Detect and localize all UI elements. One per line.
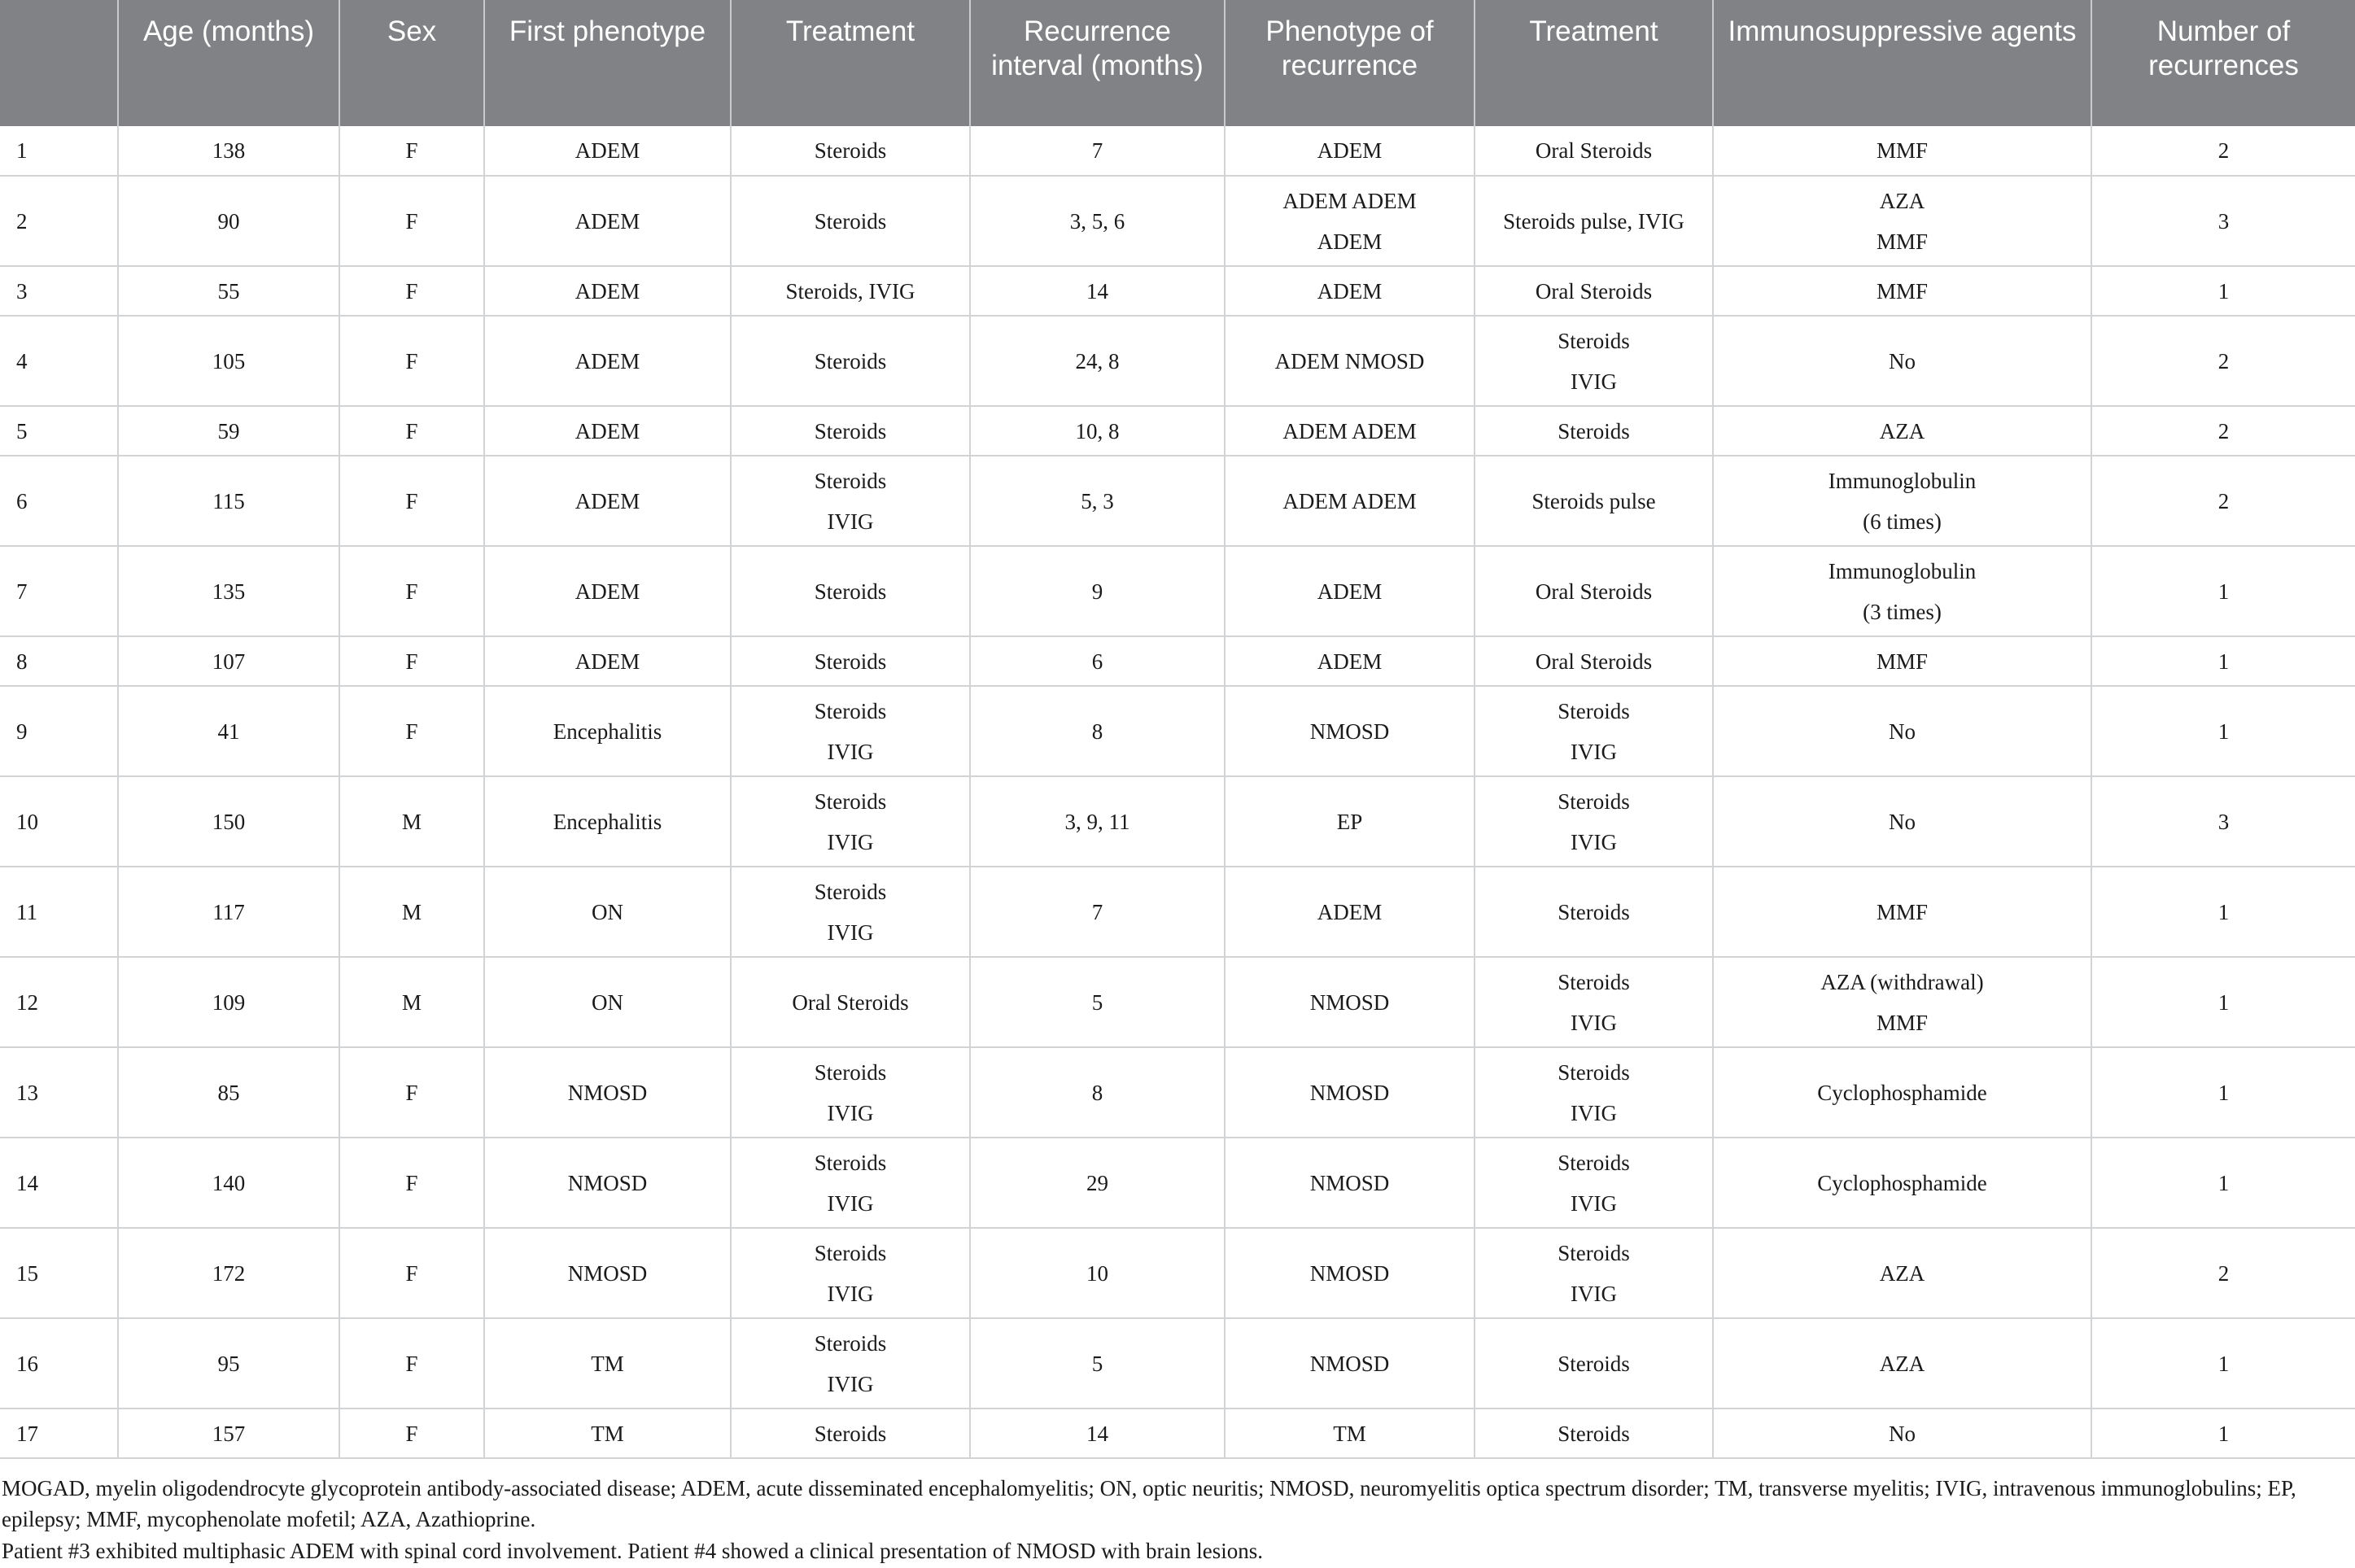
cell-line: NMOSD — [1309, 1260, 1390, 1286]
cell-phenotype-of-recurrence — [1225, 126, 1475, 176]
cell-recurrence-interval: 14 — [970, 266, 1225, 316]
cell-treatment-recurrence — [1475, 456, 1713, 546]
cell-patient-id: 5 — [0, 406, 118, 456]
cell-line: Steroids — [814, 1240, 887, 1265]
cell-line: Immunoglobulin — [1828, 558, 1977, 583]
cell-line: Steroids — [814, 649, 887, 674]
cell-age: 109 — [118, 957, 339, 1047]
cell-line: Steroids — [1558, 788, 1630, 814]
cell-line: NMOSD — [1309, 989, 1390, 1015]
cell-line: Steroids — [1558, 969, 1630, 994]
cell-first-phenotype: Encephalitis — [484, 686, 731, 776]
cell-line: Oral Steroids — [1535, 138, 1653, 163]
cell-patient-id: 2 — [0, 176, 118, 266]
cell-line: Immunoglobulin — [1828, 468, 1977, 493]
table-row — [0, 406, 2355, 456]
cell-sex: F — [339, 316, 484, 406]
cell-line: Cyclophosphamide — [1817, 1170, 1987, 1195]
cell-phenotype-of-recurrence — [1225, 686, 1475, 776]
cell-first-phenotype: ADEM — [484, 456, 731, 546]
cell-number-of-recurrences: 1 — [2091, 957, 2355, 1047]
cell-recurrence-interval: 7 — [970, 126, 1225, 176]
table-row — [0, 1409, 2355, 1458]
table-header-row — [0, 0, 2355, 126]
cell-line: Steroids — [814, 698, 887, 723]
header-cell-immunosuppressive-agents: Immunosuppressive agents — [1713, 0, 2091, 126]
cell-line: Steroids — [814, 1330, 887, 1356]
header-cell-age: Age (months) — [118, 0, 339, 126]
cell-sex: F — [339, 1138, 484, 1228]
table-row — [0, 456, 2355, 546]
cell-age: 95 — [118, 1318, 339, 1409]
cell-patient-id: 4 — [0, 316, 118, 406]
cell-line: NMOSD — [1309, 718, 1390, 744]
cell-treatment-recurrence — [1475, 1138, 1713, 1228]
cell-recurrence-interval: 5 — [970, 957, 1225, 1047]
cell-phenotype-of-recurrence — [1225, 1318, 1475, 1409]
cell-age: 90 — [118, 176, 339, 266]
cell-treatment — [731, 1409, 970, 1458]
cell-treatment-recurrence — [1475, 546, 1713, 636]
cell-age: 135 — [118, 546, 339, 636]
cell-phenotype-of-recurrence — [1225, 957, 1475, 1047]
cell-number-of-recurrences: 1 — [2091, 1047, 2355, 1138]
cell-line: Steroids — [814, 788, 887, 814]
cell-line: ADEM NMOSD — [1274, 348, 1425, 373]
header-cell-treatment: Treatment — [731, 0, 970, 126]
cell-recurrence-interval: 8 — [970, 1047, 1225, 1138]
cell-phenotype-of-recurrence — [1225, 1228, 1475, 1318]
cell-line: IVIG — [827, 1281, 874, 1306]
cell-line: MMF — [1876, 229, 1929, 254]
cell-sex: F — [339, 1047, 484, 1138]
table-row — [0, 1228, 2355, 1318]
cell-recurrence-interval: 24, 8 — [970, 316, 1225, 406]
cell-treatment-recurrence — [1475, 1228, 1713, 1318]
cell-line: NMOSD — [1309, 1170, 1390, 1195]
cell-patient-id: 3 — [0, 266, 118, 316]
cell-treatment-recurrence — [1475, 126, 1713, 176]
cell-line: MMF — [1876, 1010, 1929, 1035]
cell-patient-id: 6 — [0, 456, 118, 546]
cell-first-phenotype: NMOSD — [484, 1047, 731, 1138]
cell-line: Steroids — [814, 208, 887, 234]
cell-sex: F — [339, 636, 484, 686]
cell-line: NMOSD — [1309, 1351, 1390, 1376]
cell-line: Steroids — [1558, 1059, 1630, 1085]
cell-recurrence-interval: 5 — [970, 1318, 1225, 1409]
cell-line: IVIG — [827, 509, 874, 534]
cell-line: Steroids — [1558, 328, 1630, 353]
cell-phenotype-of-recurrence — [1225, 266, 1475, 316]
cell-patient-id: 14 — [0, 1138, 118, 1228]
cell-line: ADEM — [1317, 278, 1383, 304]
table-row — [0, 546, 2355, 636]
cell-immunosuppressive-agents — [1713, 1138, 2091, 1228]
cell-line: Steroids — [1558, 1351, 1630, 1376]
header-cell-id — [0, 0, 118, 126]
cell-number-of-recurrences: 1 — [2091, 546, 2355, 636]
cell-line: Steroids pulse, IVIG — [1503, 208, 1684, 234]
cell-treatment-recurrence — [1475, 636, 1713, 686]
cell-immunosuppressive-agents — [1713, 1318, 2091, 1409]
cell-phenotype-of-recurrence — [1225, 776, 1475, 867]
footnote-patient-notes: Patient #3 exhibited multiphasic ADEM with spinal cord involvement. Patient #4 showed a clinical presentation of NMOSD with brain lesions. — [2, 1539, 1264, 1563]
cell-line: IVIG — [1571, 1190, 1617, 1216]
cell-immunosuppressive-agents — [1713, 406, 2091, 456]
cell-phenotype-of-recurrence — [1225, 456, 1475, 546]
cell-treatment — [731, 176, 970, 266]
cell-line: Steroids — [1558, 1240, 1630, 1265]
cell-immunosuppressive-agents — [1713, 867, 2091, 957]
cell-age: 140 — [118, 1138, 339, 1228]
cell-recurrence-interval: 3, 5, 6 — [970, 176, 1225, 266]
cell-first-phenotype: ON — [484, 867, 731, 957]
cell-line: AZA — [1879, 1351, 1925, 1376]
header-cell-first-phenotype: First phenotype — [484, 0, 731, 126]
cell-first-phenotype: TM — [484, 1409, 731, 1458]
cell-line: IVIG — [827, 1190, 874, 1216]
cell-line: Steroids — [814, 879, 887, 904]
table-row — [0, 776, 2355, 867]
cell-line: NMOSD — [1309, 1080, 1390, 1105]
cell-line: Steroids — [814, 138, 887, 163]
table-row — [0, 686, 2355, 776]
cell-treatment-recurrence — [1475, 867, 1713, 957]
table-row — [0, 176, 2355, 266]
cell-recurrence-interval: 5, 3 — [970, 456, 1225, 546]
cell-patient-id: 7 — [0, 546, 118, 636]
cell-line: (6 times) — [1863, 509, 1942, 534]
cell-sex: F — [339, 1228, 484, 1318]
cell-line: EP — [1336, 809, 1363, 834]
cell-line: No — [1889, 348, 1916, 373]
cell-line: ADEM — [1317, 649, 1383, 674]
cell-line: Steroids — [814, 1059, 887, 1085]
cell-first-phenotype: ADEM — [484, 406, 731, 456]
header-cell-phenotype-of-recurrence: Phenotype of recurrence — [1225, 0, 1475, 126]
cell-immunosuppressive-agents — [1713, 266, 2091, 316]
cell-line: ADEM ADEM — [1282, 188, 1417, 213]
cell-line: IVIG — [827, 919, 874, 945]
cell-treatment-recurrence — [1475, 957, 1713, 1047]
cell-phenotype-of-recurrence — [1225, 1138, 1475, 1228]
cell-line: ADEM — [1317, 579, 1383, 604]
cell-phenotype-of-recurrence — [1225, 316, 1475, 406]
cell-line: IVIG — [1571, 739, 1617, 764]
cell-treatment — [731, 406, 970, 456]
cell-phenotype-of-recurrence — [1225, 1047, 1475, 1138]
cell-immunosuppressive-agents — [1713, 1409, 2091, 1458]
cell-immunosuppressive-agents — [1713, 636, 2091, 686]
cell-line: Steroids — [1558, 899, 1630, 924]
cell-line: Steroids pulse — [1531, 488, 1656, 513]
cell-treatment — [731, 316, 970, 406]
cell-sex: F — [339, 126, 484, 176]
cell-line: Steroids — [1558, 1421, 1630, 1446]
cell-immunosuppressive-agents — [1713, 776, 2091, 867]
table-row — [0, 316, 2355, 406]
cell-line: Steroids — [814, 468, 887, 493]
cell-line: AZA — [1879, 188, 1925, 213]
header-cell-number-of-recurrences: Number of recurrences — [2148, 15, 2299, 81]
cell-sex: F — [339, 456, 484, 546]
cell-sex: F — [339, 1409, 484, 1458]
cell-treatment-recurrence — [1475, 776, 1713, 867]
cell-number-of-recurrences: 1 — [2091, 1318, 2355, 1409]
cell-line: Steroids, IVIG — [785, 278, 915, 304]
cell-immunosuppressive-agents — [1713, 316, 2091, 406]
cell-line: IVIG — [827, 1100, 874, 1125]
cell-line: Cyclophosphamide — [1817, 1080, 1987, 1105]
cell-line: No — [1889, 809, 1916, 834]
cell-treatment — [731, 1047, 970, 1138]
cell-sex: F — [339, 266, 484, 316]
cell-number-of-recurrences: 1 — [2091, 266, 2355, 316]
cell-number-of-recurrences: 1 — [2091, 867, 2355, 957]
cell-line: Oral Steroids — [792, 989, 909, 1015]
cell-sex: M — [339, 867, 484, 957]
cell-sex: F — [339, 546, 484, 636]
cell-treatment-recurrence — [1475, 1318, 1713, 1409]
cell-line: Steroids — [814, 1421, 887, 1446]
cell-first-phenotype: NMOSD — [484, 1228, 731, 1318]
cell-age: 150 — [118, 776, 339, 867]
cell-patient-id: 11 — [0, 867, 118, 957]
cell-phenotype-of-recurrence — [1225, 406, 1475, 456]
cell-line: IVIG — [1571, 1281, 1617, 1306]
table-row — [0, 867, 2355, 957]
cell-recurrence-interval: 29 — [970, 1138, 1225, 1228]
cell-treatment-recurrence — [1475, 176, 1713, 266]
cell-age: 85 — [118, 1047, 339, 1138]
table-row — [0, 1047, 2355, 1138]
cell-treatment — [731, 867, 970, 957]
cell-immunosuppressive-agents — [1713, 1047, 2091, 1138]
cell-treatment-recurrence — [1475, 266, 1713, 316]
cell-line: TM — [1333, 1421, 1366, 1446]
cell-first-phenotype: ON — [484, 957, 731, 1047]
cell-line: Steroids — [1558, 698, 1630, 723]
cell-number-of-recurrences: 1 — [2091, 1138, 2355, 1228]
cell-sex: F — [339, 686, 484, 776]
cell-line: IVIG — [827, 1371, 874, 1396]
cell-age: 105 — [118, 316, 339, 406]
cell-number-of-recurrences: 3 — [2091, 776, 2355, 867]
cell-number-of-recurrences: 3 — [2091, 176, 2355, 266]
cell-age: 41 — [118, 686, 339, 776]
cell-line: IVIG — [1571, 829, 1617, 854]
cell-first-phenotype: ADEM — [484, 266, 731, 316]
cell-first-phenotype: TM — [484, 1318, 731, 1409]
cell-line: MMF — [1876, 278, 1929, 304]
cell-line: Steroids — [1558, 1150, 1630, 1175]
header-cell-treatment-recurrence: Treatment — [1475, 0, 1713, 126]
cell-sex: F — [339, 1318, 484, 1409]
cell-line: Oral Steroids — [1535, 579, 1653, 604]
cell-treatment — [731, 456, 970, 546]
cell-phenotype-of-recurrence — [1225, 176, 1475, 266]
table-row — [0, 957, 2355, 1047]
cell-line: IVIG — [827, 829, 874, 854]
table-row — [0, 126, 2355, 176]
cell-immunosuppressive-agents — [1713, 176, 2091, 266]
cell-line: Oral Steroids — [1535, 649, 1653, 674]
table-row — [0, 1138, 2355, 1228]
cell-first-phenotype: ADEM — [484, 176, 731, 266]
cell-treatment — [731, 636, 970, 686]
cell-number-of-recurrences: 1 — [2091, 1409, 2355, 1458]
cell-age: 55 — [118, 266, 339, 316]
cell-sex: M — [339, 957, 484, 1047]
cell-age: 117 — [118, 867, 339, 957]
cell-line: IVIG — [1571, 369, 1617, 394]
cell-treatment — [731, 126, 970, 176]
cell-line: IVIG — [827, 739, 874, 764]
cell-line: AZA (withdrawal) — [1820, 969, 1984, 994]
header-cell-recurrence-interval: Recurrence interval (months) — [970, 0, 1225, 126]
cell-age: 115 — [118, 456, 339, 546]
cell-treatment — [731, 776, 970, 867]
table-body — [0, 126, 2355, 1458]
cell-line: ADEM — [1317, 229, 1383, 254]
cell-first-phenotype: Encephalitis — [484, 776, 731, 867]
cell-line: No — [1889, 1421, 1916, 1446]
cell-first-phenotype: ADEM — [484, 126, 731, 176]
cell-line: MMF — [1876, 649, 1929, 674]
cell-immunosuppressive-agents — [1713, 1228, 2091, 1318]
cell-phenotype-of-recurrence — [1225, 636, 1475, 686]
cell-age: 138 — [118, 126, 339, 176]
cell-first-phenotype: ADEM — [484, 546, 731, 636]
cell-number-of-recurrences: 2 — [2091, 406, 2355, 456]
cell-recurrence-interval: 6 — [970, 636, 1225, 686]
cell-line: AZA — [1879, 1260, 1925, 1286]
cell-recurrence-interval: 10, 8 — [970, 406, 1225, 456]
footnote-abbreviations: MOGAD, myelin oligodendrocyte glycoprotein antibody-associated disease; ADEM, acute disseminated encephalomyelitis; ON, optic neuritis; NMOSD, neuromyelitis optica spectrum disorder; TM, transverse myelitis; IVIG, intravenous immunoglobulins; EP, epilepsy; MMF, mycophenolate mofetil; AZA, Azathioprine. — [2, 1476, 2296, 1531]
cell-line: MMF — [1876, 138, 1929, 163]
cell-recurrence-interval: 9 — [970, 546, 1225, 636]
cell-age: 59 — [118, 406, 339, 456]
cell-number-of-recurrences: 1 — [2091, 636, 2355, 686]
cell-recurrence-interval: 10 — [970, 1228, 1225, 1318]
cell-number-of-recurrences: 1 — [2091, 686, 2355, 776]
cell-line: Steroids — [814, 348, 887, 373]
cell-line: IVIG — [1571, 1100, 1617, 1125]
cell-recurrence-interval: 14 — [970, 1409, 1225, 1458]
cell-age: 107 — [118, 636, 339, 686]
cell-immunosuppressive-agents — [1713, 126, 2091, 176]
cell-line: AZA — [1879, 418, 1925, 443]
table-row — [0, 636, 2355, 686]
cell-age: 157 — [118, 1409, 339, 1458]
cell-sex: M — [339, 776, 484, 867]
cell-first-phenotype: NMOSD — [484, 1138, 731, 1228]
cell-treatment — [731, 1318, 970, 1409]
cell-recurrence-interval: 3, 9, 11 — [970, 776, 1225, 867]
header-cell-sex: Sex — [339, 0, 484, 126]
cell-phenotype-of-recurrence — [1225, 546, 1475, 636]
cell-patient-id: 10 — [0, 776, 118, 867]
cell-treatment-recurrence — [1475, 686, 1713, 776]
cell-immunosuppressive-agents — [1713, 686, 2091, 776]
cell-patient-id: 9 — [0, 686, 118, 776]
cell-patient-id: 17 — [0, 1409, 118, 1458]
cell-treatment-recurrence — [1475, 1409, 1713, 1458]
cell-age: 172 — [118, 1228, 339, 1318]
cell-number-of-recurrences: 2 — [2091, 316, 2355, 406]
cell-line: ADEM ADEM — [1282, 418, 1417, 443]
cell-first-phenotype: ADEM — [484, 316, 731, 406]
cell-treatment — [731, 1138, 970, 1228]
cell-line: (3 times) — [1863, 599, 1942, 624]
cell-phenotype-of-recurrence — [1225, 1409, 1475, 1458]
cell-treatment — [731, 266, 970, 316]
cell-patient-id: 1 — [0, 126, 118, 176]
table-row — [0, 266, 2355, 316]
cell-number-of-recurrences: 2 — [2091, 126, 2355, 176]
cell-immunosuppressive-agents — [1713, 456, 2091, 546]
cell-patient-id: 16 — [0, 1318, 118, 1409]
cell-line: ADEM — [1317, 899, 1383, 924]
cell-line: ADEM — [1317, 138, 1383, 163]
cell-line: Steroids — [814, 418, 887, 443]
cell-recurrence-interval: 7 — [970, 867, 1225, 957]
cell-treatment — [731, 546, 970, 636]
cell-immunosuppressive-agents — [1713, 957, 2091, 1047]
cell-number-of-recurrences: 2 — [2091, 1228, 2355, 1318]
cell-line: Steroids — [814, 579, 887, 604]
cell-treatment — [731, 686, 970, 776]
cell-line: ADEM ADEM — [1282, 488, 1417, 513]
cell-line: IVIG — [1571, 1010, 1617, 1035]
table-row — [0, 1318, 2355, 1409]
cell-line: Steroids — [1558, 418, 1630, 443]
cell-treatment-recurrence — [1475, 406, 1713, 456]
cell-sex: F — [339, 406, 484, 456]
cell-patient-id: 8 — [0, 636, 118, 686]
cell-immunosuppressive-agents — [1713, 546, 2091, 636]
cell-treatment — [731, 1228, 970, 1318]
cell-treatment-recurrence — [1475, 316, 1713, 406]
cell-treatment-recurrence — [1475, 1047, 1713, 1138]
cell-recurrence-interval: 8 — [970, 686, 1225, 776]
cell-line: MMF — [1876, 899, 1929, 924]
cell-first-phenotype: ADEM — [484, 636, 731, 686]
table-footnotes — [2, 1473, 2345, 1567]
cell-number-of-recurrences: 2 — [2091, 456, 2355, 546]
cell-patient-id: 12 — [0, 957, 118, 1047]
cell-patient-id: 13 — [0, 1047, 118, 1138]
cell-patient-id: 15 — [0, 1228, 118, 1318]
cell-line: Steroids — [814, 1150, 887, 1175]
cell-treatment — [731, 957, 970, 1047]
cell-line: No — [1889, 718, 1916, 744]
cell-phenotype-of-recurrence — [1225, 867, 1475, 957]
cell-line: Oral Steroids — [1535, 278, 1653, 304]
cell-sex: F — [339, 176, 484, 266]
